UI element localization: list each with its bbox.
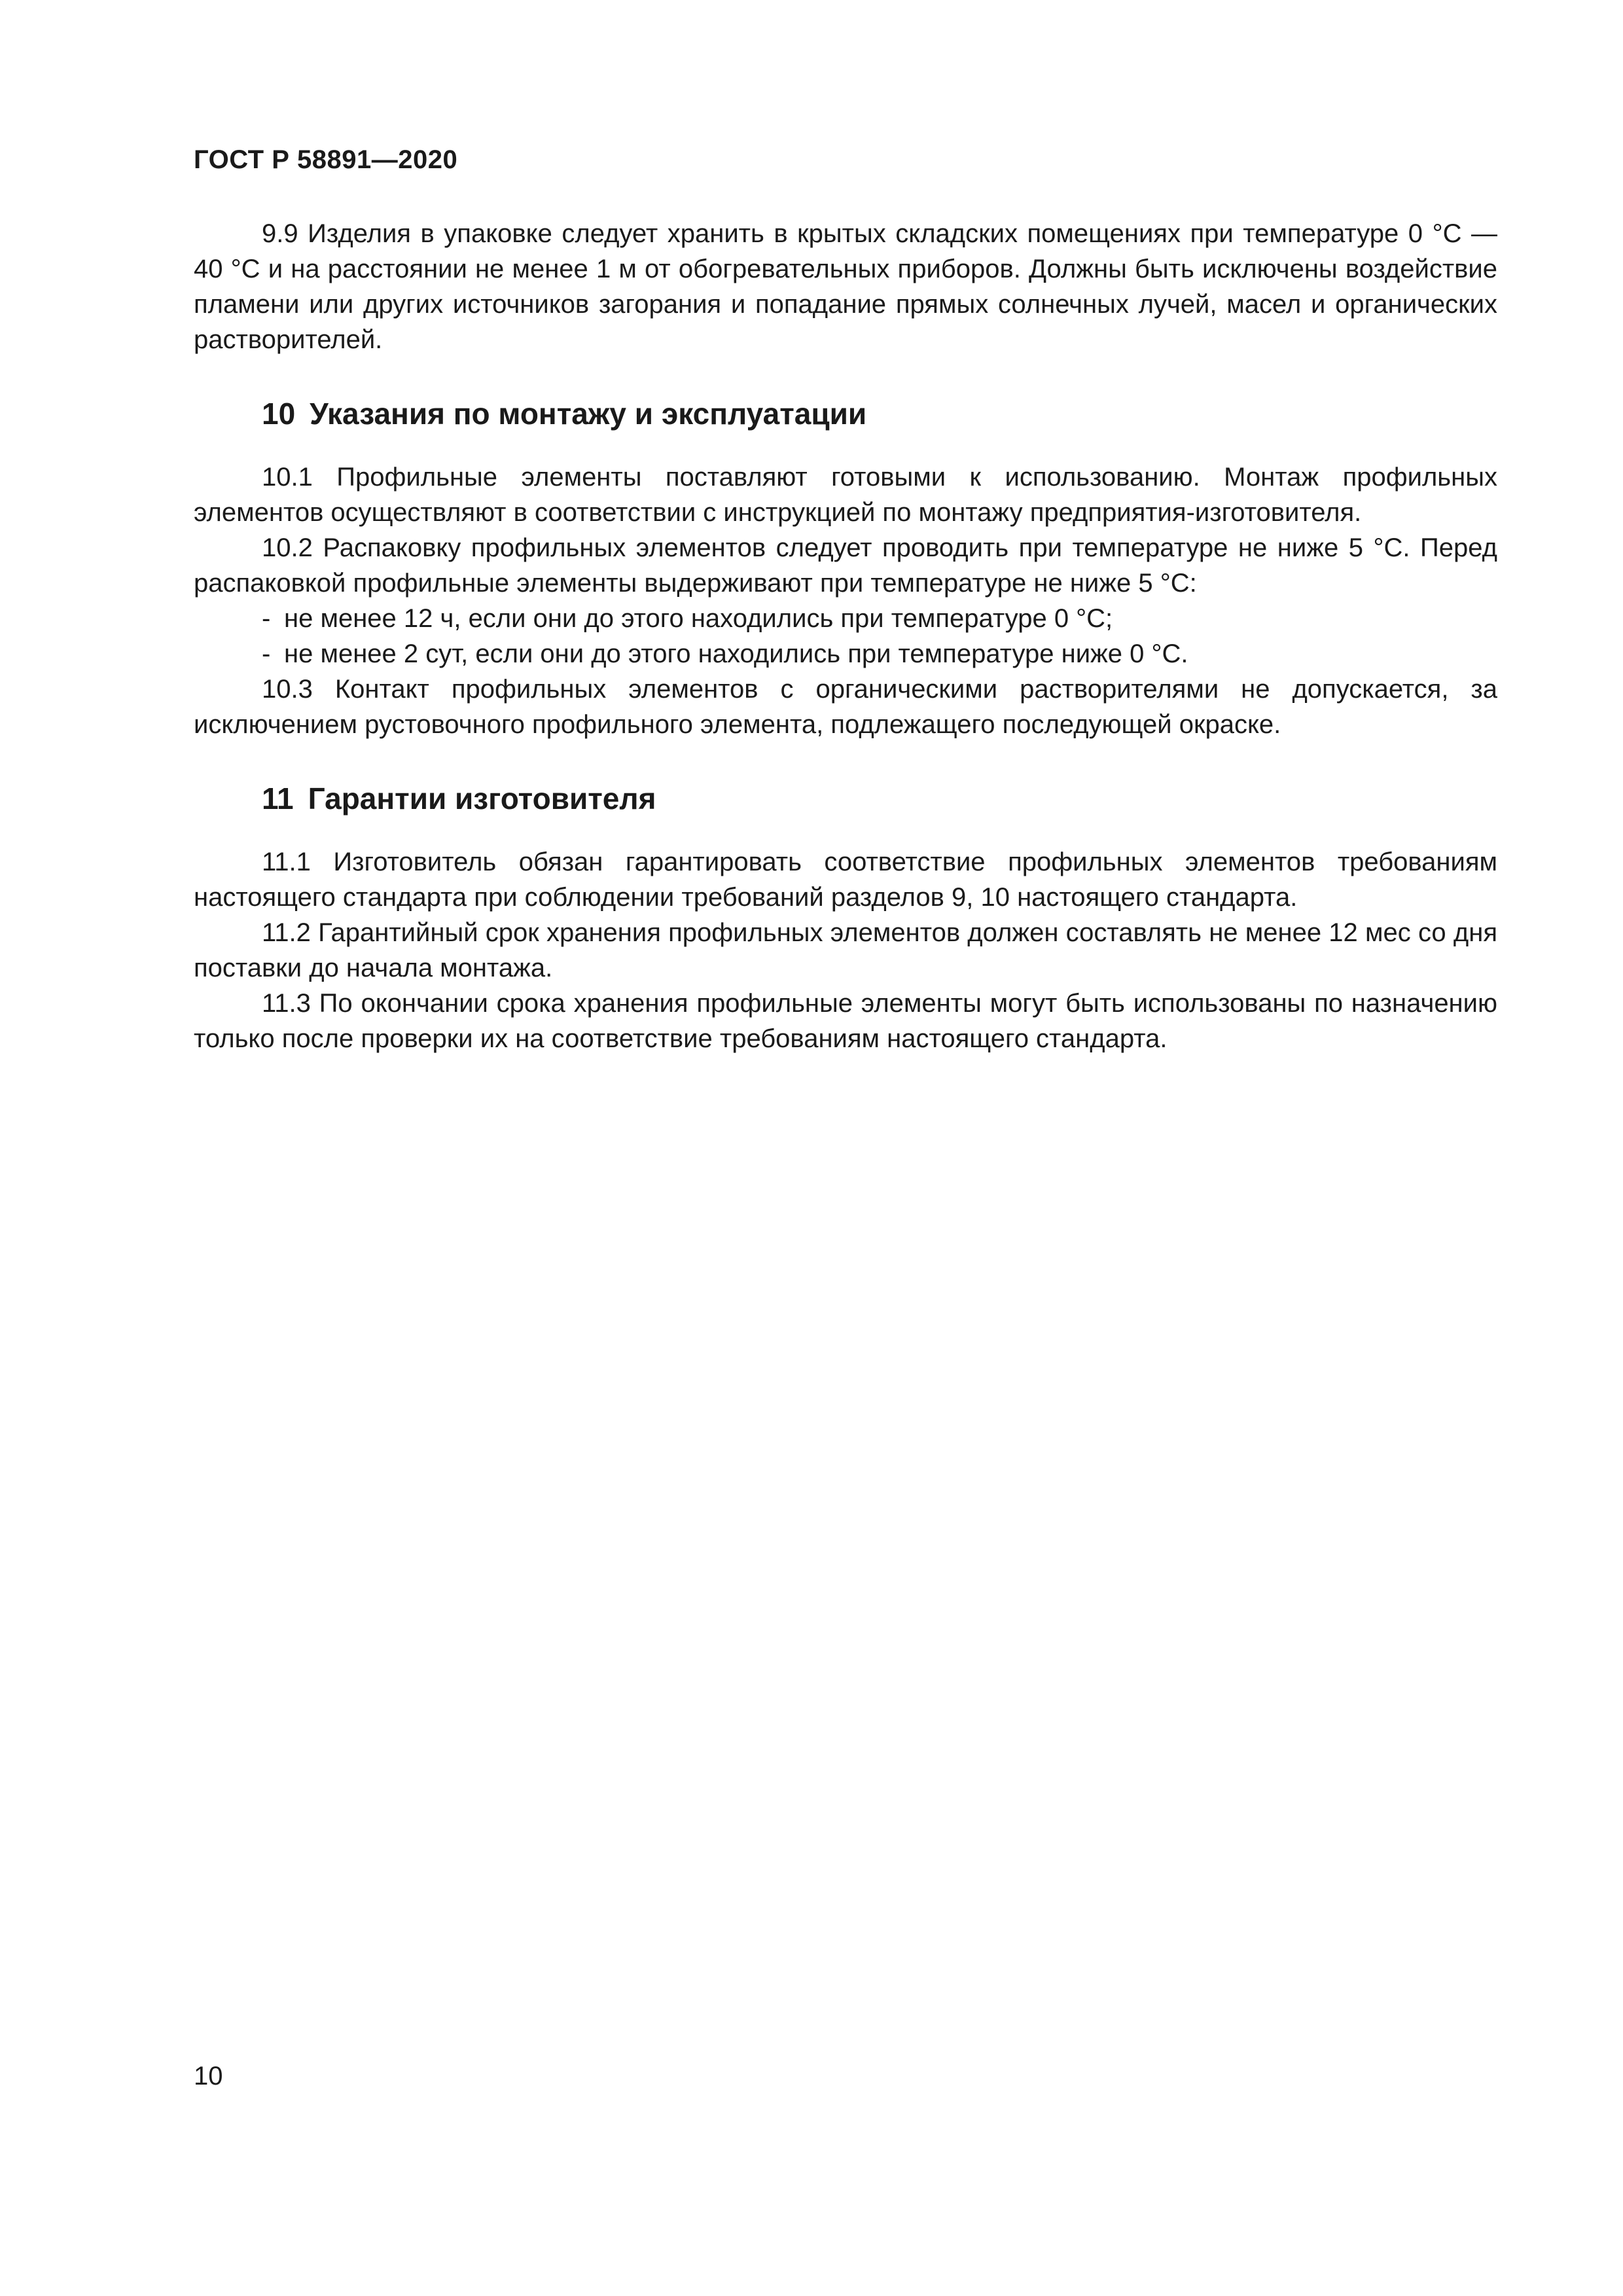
list-item <box>194 601 1497 636</box>
spacer <box>194 433 1497 459</box>
paragraph-11-3: 11.3 По окончании срока хранения профильные элементы могут быть использованы по назначению только после проверки их на соответствие требованиям настоящего стандарта. <box>194 989 1497 1053</box>
paragraph-10-3: 10.3 Контакт профильных элементов с органическими растворителями не допускается, за исключением рустовочного профильного элемента, подлежащего последующей окраске. <box>194 675 1497 739</box>
list-marker: - <box>262 639 271 668</box>
page-content <box>194 216 1497 1056</box>
paragraph-11-2: 11.2 Гарантийный срок хранения профильных элементов должен составлять не менее 12 мес со дня поставки до начала монтажа. <box>194 918 1497 982</box>
spacer <box>194 357 1497 394</box>
list-item <box>194 636 1497 672</box>
paragraph-10-2: 10.2 Распаковку профильных элементов следует проводить при температуре не ниже 5 °С. Перед распаковкой профильные элементы выдерживают при температуре не ниже 5 °С: <box>194 533 1497 598</box>
paragraph-10-1: 10.1 Профильные элементы поставляют готовыми к использованию. Монтаж профильных элементов осуществляют в соответствии с инструкцией по монтажу предприятия-изготовителя. <box>194 463 1497 527</box>
list-item-text: не менее 2 сут, если они до этого находились при температуре ниже 0 °С. <box>284 639 1188 668</box>
section-10-number: 10 <box>262 397 296 431</box>
section-11-number: 11 <box>262 781 294 816</box>
document-code-header: ГОСТ Р 58891—2020 <box>194 145 458 174</box>
paragraph-11-1: 11.1 Изготовитель обязан гарантировать соответствие профильных элементов требованиям настоящего стандарта при соблюдении требований разделов 9, 10 настоящего стандарта. <box>194 848 1497 912</box>
section-10-heading <box>194 394 1497 433</box>
spacer <box>194 818 1497 844</box>
list-marker: - <box>262 604 271 633</box>
section-11-title: Гарантии изготовителя <box>308 781 656 816</box>
list-item-text: не менее 12 ч, если они до этого находились при температуре 0 °С; <box>284 604 1113 633</box>
page-number: 10 <box>194 2062 223 2090</box>
paragraph-9-9: 9.9 Изделия в упаковке следует хранить в крытых складских помещениях при температуре 0 °С — 40 °С и на расстоянии не менее 1 м от обогревательных приборов. Должны быть исключены воздействие пламени или других источников загорания и попадание прямых солнечных лучей, масел и органических растворителей. <box>194 219 1497 354</box>
section-10-title: Указания по монтажу и эксплуатации <box>310 397 867 431</box>
spacer <box>194 742 1497 779</box>
section-11-heading <box>194 779 1497 818</box>
